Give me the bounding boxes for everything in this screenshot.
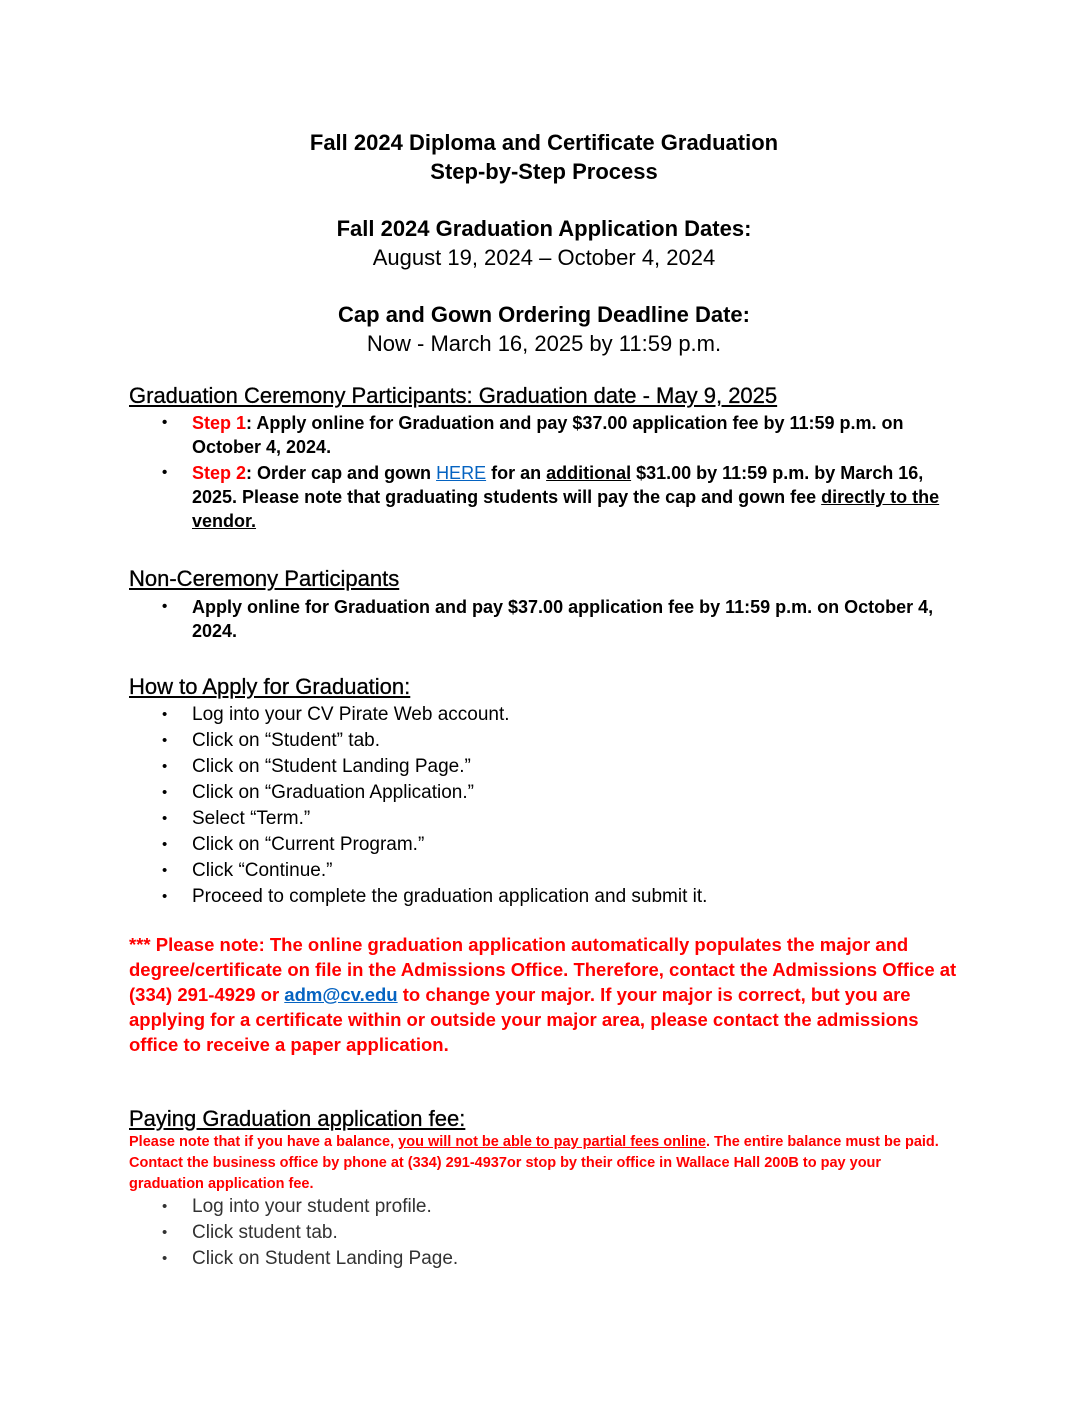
list-item — [129, 461, 964, 533]
list-item — [129, 780, 929, 806]
step2-label: Step 2 — [192, 463, 247, 483]
bullet-icon: • — [162, 706, 168, 723]
list-item — [129, 884, 929, 910]
bullet-icon: • — [162, 784, 168, 801]
how-to-apply-list — [129, 702, 929, 910]
paying-steps-list — [129, 1194, 829, 1272]
step2-text-mid2: $31.00 by 11:59 p.m. by March 16, 2025. Please note that graduating students will pay the cap and gown fee — [192, 463, 924, 507]
list-item — [129, 411, 964, 459]
list-item — [129, 702, 929, 728]
partial-fees-emphasis: you will not be able to pay partial fees online — [398, 1134, 706, 1150]
list-item — [129, 858, 929, 884]
how-to-apply-step: Click on “Student Landing Page.” — [192, 756, 471, 777]
cap-deadline-value: Now - March 16, 2025 by 11:59 p.m. — [366, 331, 722, 356]
how-to-apply-title: How to Apply for Graduation: — [129, 674, 411, 699]
doc-title-line2: Step-by-Step Process — [430, 159, 658, 184]
paying-step: Click student tab. — [192, 1222, 338, 1243]
cap-gown-order-link[interactable]: HERE — [436, 463, 487, 483]
app-dates-value: August 19, 2024 – October 4, 2024 — [372, 245, 716, 270]
direct-vendor-emphasis: directly to the vendor. — [192, 487, 940, 531]
paying-step: Log into your student profile. — [192, 1196, 432, 1217]
bullet-icon: • — [162, 810, 168, 827]
how-to-apply-step: Click “Continue.” — [192, 860, 333, 881]
how-to-apply-step: Proceed to complete the graduation application and submit it. — [192, 886, 708, 907]
doc-title-line1: Fall 2024 Diploma and Certificate Graduation — [309, 130, 779, 155]
admissions-note-text-pre: *** Please note: The online graduation application automatically populates the major and degree/certificate on file in the Admissions Office. Therefore, contact the Admissions Office at (334) 291-4929 or — [129, 934, 957, 1005]
step2-text-mid: for an — [486, 463, 547, 483]
bullet-icon: • — [162, 598, 168, 615]
bullet-icon: • — [162, 464, 168, 481]
additional-emphasis: additional — [546, 463, 632, 483]
bullet-icon: • — [162, 862, 168, 879]
bullet-icon: • — [162, 1250, 168, 1267]
bullet-icon: • — [162, 888, 168, 905]
step1-text: : Apply online for Graduation and pay $37.00 application fee by 11:59 p.m. on October 4, 2024. — [192, 413, 904, 457]
bullet-icon: • — [162, 732, 168, 749]
bullet-icon: • — [162, 758, 168, 775]
list-item — [129, 595, 949, 643]
non-ceremony-list — [129, 595, 949, 643]
bullet-icon: • — [162, 836, 168, 853]
bullet-icon: • — [162, 1198, 168, 1215]
admissions-email-link[interactable]: adm@cv.edu — [284, 984, 398, 1005]
admissions-note — [129, 932, 969, 1057]
list-item — [129, 1220, 829, 1246]
app-dates-label: Fall 2024 Graduation Application Dates: — [336, 216, 752, 241]
step1-label: Step 1 — [192, 413, 247, 433]
list-item — [129, 754, 929, 780]
balance-note — [129, 1132, 949, 1195]
how-to-apply-step: Log into your CV Pirate Web account. — [192, 704, 510, 725]
list-item — [129, 1246, 829, 1272]
list-item — [129, 806, 929, 832]
cap-deadline-label: Cap and Gown Ordering Deadline Date: — [338, 302, 750, 327]
bullet-icon: • — [162, 414, 168, 431]
ceremony-section-title: Graduation Ceremony Participants: Graduation date - May 9, 2025 — [129, 383, 778, 408]
step2-text-pre: : Order cap and gown — [246, 463, 437, 483]
list-item — [129, 728, 929, 754]
admissions-note-text-post: to change your major. If your major is correct, but you are applying for a certificate within or outside your major area, please contact the admissions office to receive a paper application. — [129, 984, 919, 1055]
ceremony-steps-list — [129, 411, 964, 533]
list-item — [129, 832, 929, 858]
bullet-icon: • — [162, 1224, 168, 1241]
non-ceremony-section-title: Non-Ceremony Participants — [129, 566, 400, 591]
balance-note-pre: Please note that if you have a balance, — [129, 1134, 399, 1150]
paying-step: Click on Student Landing Page. — [192, 1248, 459, 1269]
non-ceremony-item-text: Apply online for Graduation and pay $37.00 application fee by 11:59 p.m. on October 4, 2024. — [192, 597, 934, 641]
how-to-apply-step: Select “Term.” — [192, 808, 311, 829]
list-item — [129, 1194, 829, 1220]
how-to-apply-step: Click on “Student” tab. — [192, 730, 380, 751]
how-to-apply-step: Click on “Current Program.” — [192, 834, 425, 855]
paying-section-title: Paying Graduation application fee: — [129, 1106, 466, 1131]
how-to-apply-step: Click on “Graduation Application.” — [192, 782, 474, 803]
balance-note-post: . The entire balance must be paid. Contact the business office by phone at (334) 291-4937or stop by their office in Wallace Hall 200B to pay your graduation application fee. — [129, 1134, 939, 1192]
